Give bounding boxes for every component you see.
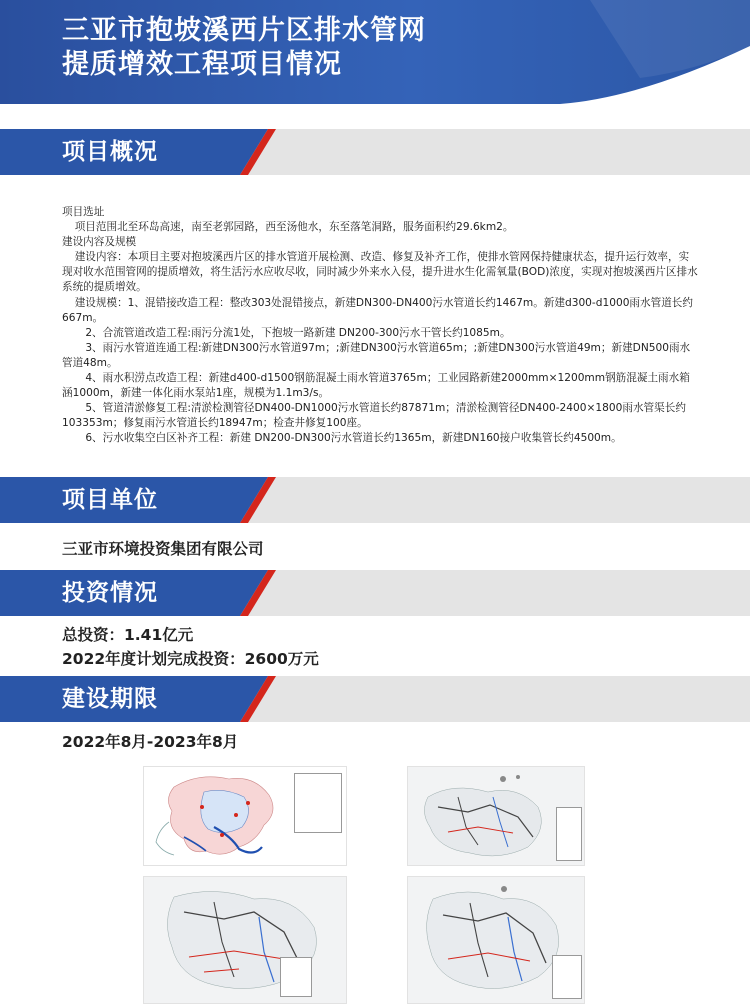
section-heading: 投资情况 [62,580,158,606]
scale-item-3: 3、雨污水管道连通工程:新建DN300污水管道97m；;新建DN300污水管道65m；;新建DN300污水管道49m；新建DN500雨水管道48m。 [62,341,691,369]
map-image [144,877,346,1003]
scale-item-4: 4、雨水积涝点改造工程：新建d400-d1500钢筋混凝土雨水管道3765m；工业园路新建2000mm×1200mm钢筋混凝土雨水箱涵1000m，新建一体化雨水泵站1座，规模为1.1m3/s。 [62,372,690,400]
scale-text: 建设规模：1、混错接改造工程：整改303处混错接点，新建DN300-DN400污水管道长约1467m。新建d300-d1000雨水管道长约667m。 [62,296,693,324]
map-legend [556,807,582,861]
page-title [62,14,426,82]
section-heading: 项目单位 [62,487,158,513]
page-header [0,0,750,104]
section-heading: 项目概况 [62,139,158,165]
network-map-1 [407,766,585,866]
location-text: 项目范围北至环岛高速，南至老郭园路，西至汤他水，东至落笔洞路，服务面积约29.6km2。 [74,221,514,234]
page-title-line2: 提质增效工程项目情况 [62,49,342,80]
map-legend [280,957,312,997]
map-legend [552,955,582,999]
section-header-period [0,676,750,722]
investment-planned: 2022年度计划完成投资：2600万元 [62,650,319,668]
overview-body [62,205,698,447]
network-map-3 [407,876,585,1004]
section-header-unit [0,477,750,523]
section-header-overview [0,129,750,175]
scale-item-5: 5、管道清淤修复工程:清淤检测管径DN400-DN1000污水管道长约87871m；清淤检测管径DN400-2400×1800雨水管渠长约103353m；修复雨污水管道长约18947m；检查井修复100座。 [62,402,686,430]
unit-name: 三亚市环境投资集团有限公司 [62,540,264,558]
network-map-2 [143,876,347,1004]
scale-item-2: 2、合流管道改造工程:雨污分流1处，下抱坡一路新建 DN200-300污水干管长约1085m。 [85,326,511,339]
page-title-line1: 三亚市抱坡溪西片区排水管网 [62,15,426,46]
location-label: 项目选址 [62,206,105,218]
investment-total: 总投资：1.41亿元 [62,626,194,644]
scale-item-6: 6、污水收集空白区补齐工程：新建 DN200-DN300污水管道长约1365m，新建DN160接户收集管长约4500m。 [85,432,622,445]
project-area-map [143,766,347,866]
map-gallery [0,762,750,1004]
section-header-investment [0,570,750,616]
period-text: 2022年8月-2023年8月 [62,733,239,751]
content-label: 建设内容及规模 [62,236,137,249]
map-legend [294,773,342,833]
section-heading: 建设期限 [62,686,158,712]
content-text: 建设内容：本项目主要对抱坡溪西片区的排水管道开展检测、改造、修复及补齐工作，使排水管网保持健康状态，提升运行效率，实现对收水范围管网的提质增效，将生活污水应收尽收，同时减少外来水入侵，提升进水生化需氧量(BOD)浓度，实现对抱坡溪西片区排水系统的提质增效。 [62,251,698,294]
